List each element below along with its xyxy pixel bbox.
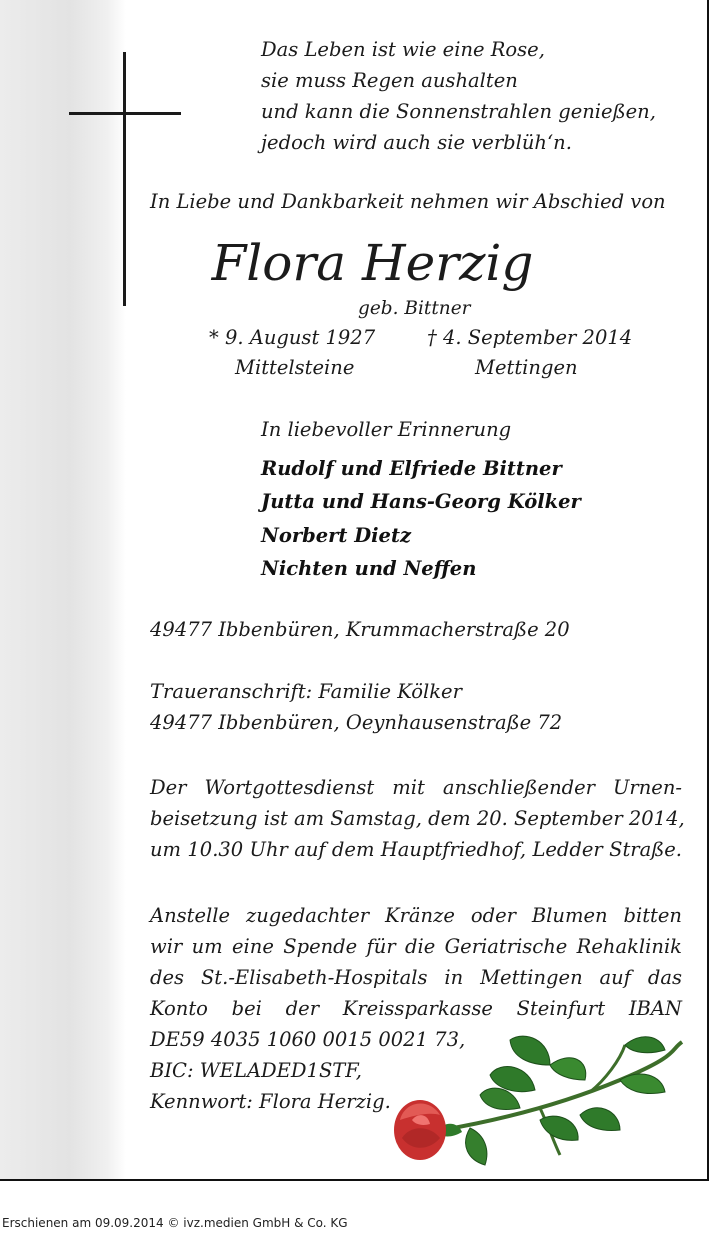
donation-line: Anstelle zugedachter Kränze oder Blumen bitten [150,904,682,927]
home-address: 49477 Ibbenbüren, Krummacherstraße 20 [150,618,570,641]
birth-date: * 9. August 1927 [209,326,376,349]
family-list [261,452,581,585]
publication-footer: Erschienen am 09.09.2014 © ivz.medien GmbH & Co. KG [2,1216,348,1230]
service-line: Der Wortgottesdienst mit anschließender Urnen- [150,776,682,799]
cross-icon-bar [69,112,181,115]
poem-line: sie muss Regen aushalten [261,69,518,92]
poem-line: Das Leben ist wie eine Rose, [261,38,545,61]
donation-line: des St.-Elisabeth-Hospitals in Mettingen auf das [150,966,682,989]
deceased-name-text: Flora Herzig [211,234,534,292]
mourning-address-line: 49477 Ibbenbüren, Oeynhausenstraße 72 [150,711,563,734]
mourning-address-line: Traueranschrift: Familie Kölker [150,680,462,703]
family-member: Rudolf und Elfriede Bittner [261,457,562,480]
poem-line: und kann die Sonnenstrahlen genießen, [261,100,656,123]
donation-line: BIC: WELADED1STF, [150,1059,362,1082]
donation-line: wir um eine Spende für die Geriatrische Rehaklinik [150,935,682,958]
poem-line: jedoch wird auch sie verblüh‘n. [261,131,572,154]
memory-line: In liebevoller Erinnerung [261,418,512,441]
donation-line: DE59 4035 1060 0015 0021 73, [150,1028,466,1051]
death-place: Mettingen [475,356,578,379]
family-member: Jutta und Hans-Georg Kölker [261,490,581,514]
birth-place: Mittelsteine [235,356,355,379]
intro-text: In Liebe und Dankbarkeit nehmen wir Abschied von [150,190,666,213]
deceased-name [0,228,709,298]
family-member: Norbert Dietz [261,523,412,547]
donation-line: Konto bei der Kreissparkasse Steinfurt IBAN [150,997,682,1020]
poem [261,34,656,158]
family-member: Nichten und Neffen [261,556,477,580]
service-info [150,772,685,865]
rose-icon [390,1020,690,1175]
donation-line: Kennwort: Flora Herzig. [150,1090,391,1113]
service-line: beisetzung ist am Samstag, dem 20. September 2014, [150,807,685,830]
left-gradient-band [0,0,126,1179]
service-line: um 10.30 Uhr auf dem Hauptfriedhof, Ledder Straße. [150,838,682,861]
death-date: † 4. September 2014 [427,326,633,349]
mourning-address [150,676,562,738]
birth-name: geb. Bittner [358,298,471,319]
